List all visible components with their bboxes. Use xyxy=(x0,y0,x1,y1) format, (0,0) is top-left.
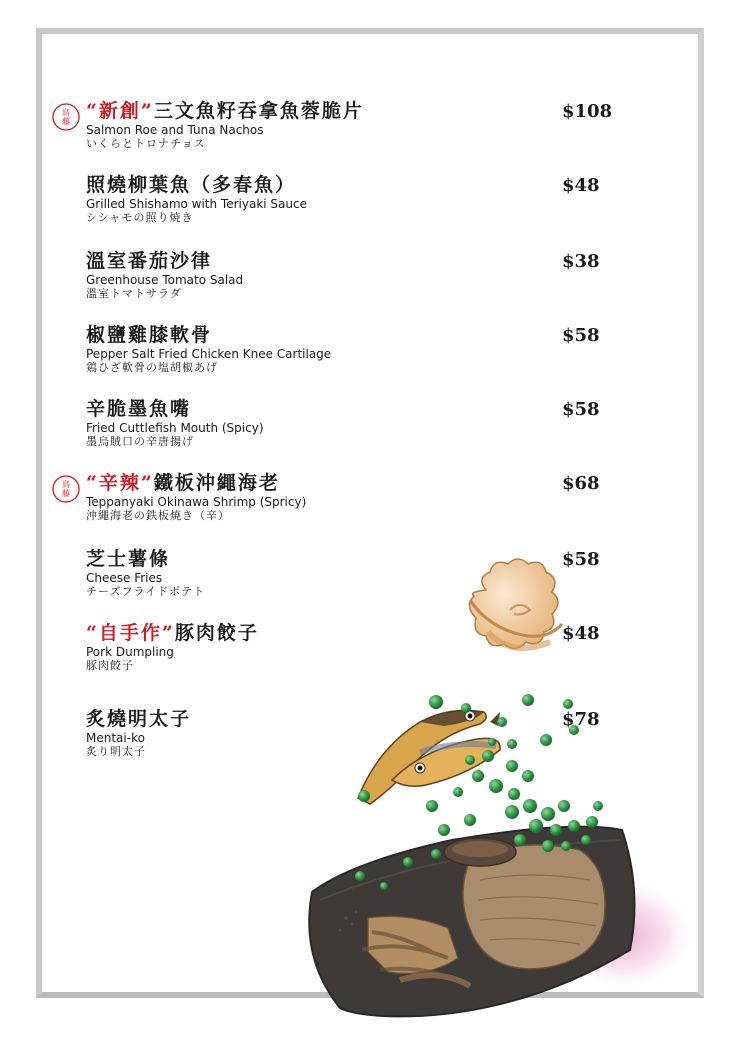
menu-item-price: $58 xyxy=(562,549,600,570)
menu-item-english: Pork Dumpling xyxy=(86,645,174,659)
menu-item-title xyxy=(86,622,626,645)
menu-item-price: $78 xyxy=(562,709,600,730)
seal-stamp-icon xyxy=(51,474,81,504)
menu-item-japanese: 炙り明太子 xyxy=(86,745,146,758)
menu-item-english: Teppanyaki Okinawa Shrimp (Spricy) xyxy=(86,495,307,509)
menu-item xyxy=(86,250,626,300)
menu-item-title xyxy=(86,548,626,571)
menu-item-price: $48 xyxy=(562,175,600,196)
menu-item-english: Fried Cuttlefish Mouth (Spicy) xyxy=(86,421,264,435)
menu-item-title xyxy=(86,250,626,273)
menu-item xyxy=(86,398,626,448)
menu-item xyxy=(86,548,626,598)
menu-item-japanese: 溫室トマトサラダ xyxy=(86,287,182,300)
menu-item-name: 三文魚籽吞拿魚蓉脆片 xyxy=(153,100,364,122)
menu-item-english: Salmon Roe and Tuna Nachos xyxy=(86,123,264,137)
menu-item-title xyxy=(86,472,626,495)
menu-item-japanese: 鶏ひざ軟骨の塩胡椒あげ xyxy=(86,361,218,374)
svg-text:鳥: 鳥 xyxy=(62,108,70,117)
menu-item-price: $108 xyxy=(562,101,613,122)
menu-item-name: 照燒柳葉魚（多春魚） xyxy=(86,174,297,196)
menu-item-name: 溫室番茄沙律 xyxy=(86,250,213,272)
svg-text:藤: 藤 xyxy=(62,489,70,498)
menu-item-english: Cheese Fries xyxy=(86,571,163,585)
menu-item-english: Mentai-ko xyxy=(86,731,145,745)
menu-item-name: 豚肉餃子 xyxy=(174,622,259,644)
menu-item-highlight: “自手作” xyxy=(86,622,175,644)
menu-item-title xyxy=(86,174,626,197)
menu-item xyxy=(86,622,626,672)
menu-item-japanese: シシャモの照り焼き xyxy=(86,211,194,224)
menu-item-price: $58 xyxy=(562,325,600,346)
menu-item-title xyxy=(86,398,626,421)
menu-item xyxy=(86,174,626,224)
menu-item xyxy=(86,324,626,374)
menu-item-japanese: 墨烏賊口の辛唐揚げ xyxy=(86,435,194,448)
menu-item-english: Grilled Shishamo with Teriyaki Sauce xyxy=(86,197,307,211)
menu-item xyxy=(86,472,626,522)
menu-item-english: Pepper Salt Fried Chicken Knee Cartilage xyxy=(86,347,332,361)
menu-item-name: 芝士薯條 xyxy=(86,548,171,570)
menu-item-title xyxy=(86,100,626,123)
svg-text:藤: 藤 xyxy=(62,117,70,126)
menu-item-japanese: チーズフライドポテト xyxy=(86,585,206,598)
menu-item-price: $48 xyxy=(562,623,600,644)
menu-item-english: Greenhouse Tomato Salad xyxy=(86,273,244,287)
menu-item-name: 椒鹽雞膝軟骨 xyxy=(86,324,213,346)
menu-item-name: 辛脆墨魚嘴 xyxy=(86,398,192,420)
menu-item-price: $38 xyxy=(562,251,600,272)
menu-item-japanese: 沖繩海老の鉄板焼き（辛） xyxy=(86,509,230,522)
menu-item-name: 炙燒明太子 xyxy=(86,708,192,730)
menu-item-name: 鐵板沖繩海老 xyxy=(153,472,280,494)
menu-item-japanese: 豚肉餃子 xyxy=(86,659,134,672)
menu-item-highlight: “辛辣” xyxy=(86,472,154,494)
menu-item-highlight: “新創” xyxy=(86,100,154,122)
menu-item xyxy=(86,100,626,150)
menu-item xyxy=(86,708,626,758)
menu-item-title xyxy=(86,324,626,347)
menu-item-price: $68 xyxy=(562,473,600,494)
menu-item-japanese: いくらとトロナチョス xyxy=(86,137,206,150)
svg-text:鳥: 鳥 xyxy=(62,480,70,489)
seal-stamp-icon xyxy=(51,102,81,132)
menu-item-title xyxy=(86,708,626,731)
menu-item-price: $58 xyxy=(562,399,600,420)
